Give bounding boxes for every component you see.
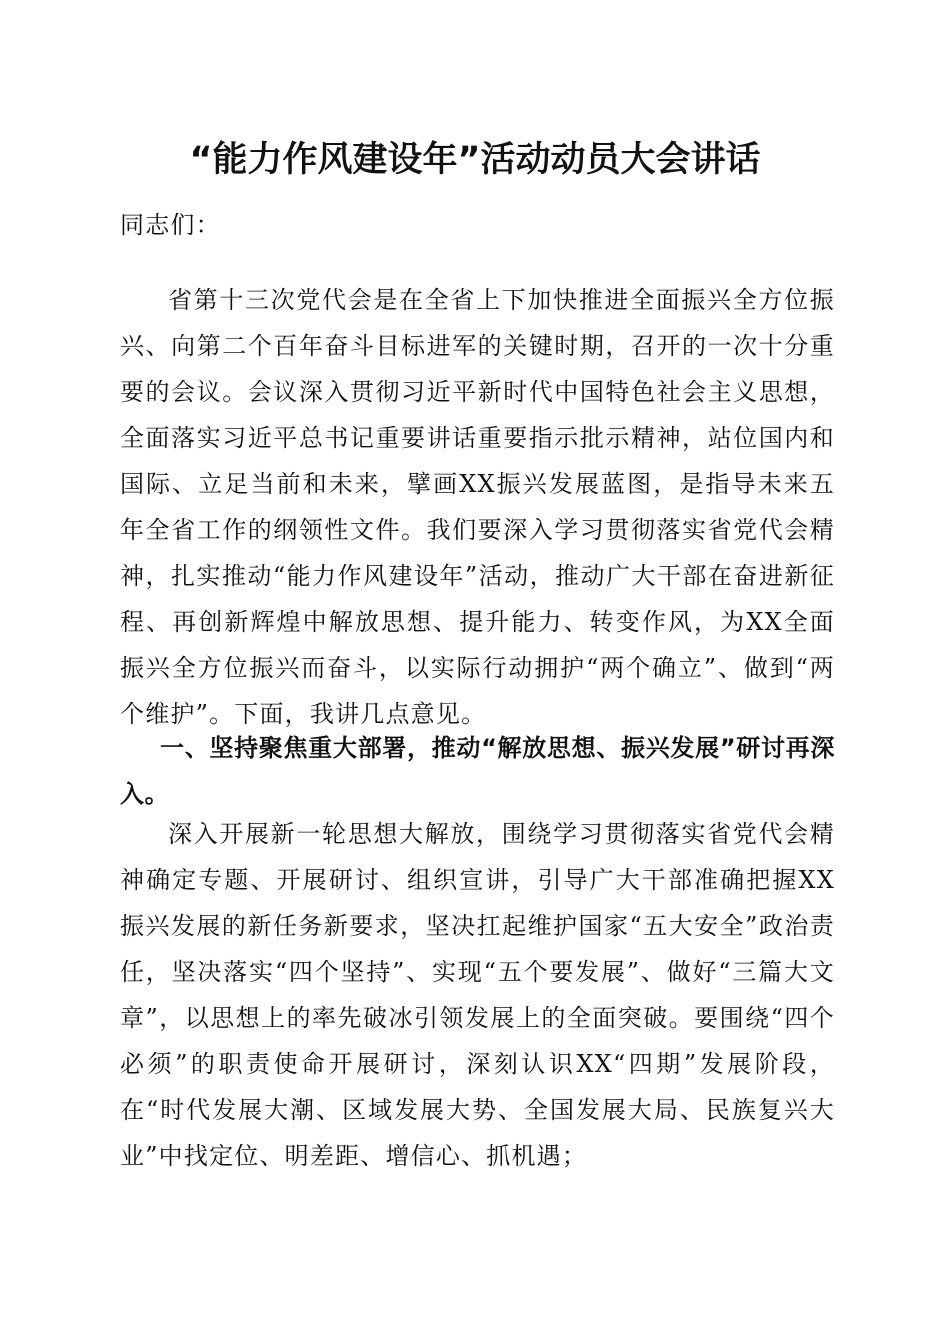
salutation: 同志们：	[120, 211, 221, 239]
section-heading-1: 一、坚持聚焦重大部署，推动“解放思想、振兴发展”研讨再深入。	[120, 734, 835, 808]
document-title: “能力作风建设年”活动动员大会讲话	[189, 140, 761, 180]
section-1-paragraph: 深入开展新一轮思想大解放，围绕学习贯彻落实省党代会精神确定专题、开展研讨、组织宣讲，引导广大干部准确把握XX振兴发展的新任务新要求，坚决扛起维护国家“五大安全”政治责任，坚决落实“四个坚持”、实现“五个要发展”、做好“三篇大文章”，以思想上的率先破冰引领发展上的全面突破。要围绕“四个必须”的职责使命开展研讨，深刻认识XX“四期”发展阶段，在“时代发展大潮、区域发展大势、全国发展大局、民族复兴大业”中找定位、明差距、增信心、抓机遇；	[120, 820, 835, 1170]
intro-paragraph: 省第十三次党代会是在全省上下加快推进全面振兴全方位振兴、向第二个百年奋斗目标进军的关键时期，召开的一次十分重要的会议。会议深入贯彻习近平新时代中国特色社会主义思想，全面落实习近平总书记重要讲话重要指示批示精神，站位国内和国际、立足当前和未来，擘画XX振兴发展蓝图，是指导未来五年全省工作的纲领性文件。我们要深入学习贯彻落实省党代会精神，扎实推动“能力作风建设年”活动，推动广大干部在奋进新征程、再创新辉煌中解放思想、提升能力、转变作风，为XX全面振兴全方位振兴而奋斗，以实际行动拥护“两个确立”、做到“两个维护”。下面，我讲几点意见。	[120, 286, 835, 728]
